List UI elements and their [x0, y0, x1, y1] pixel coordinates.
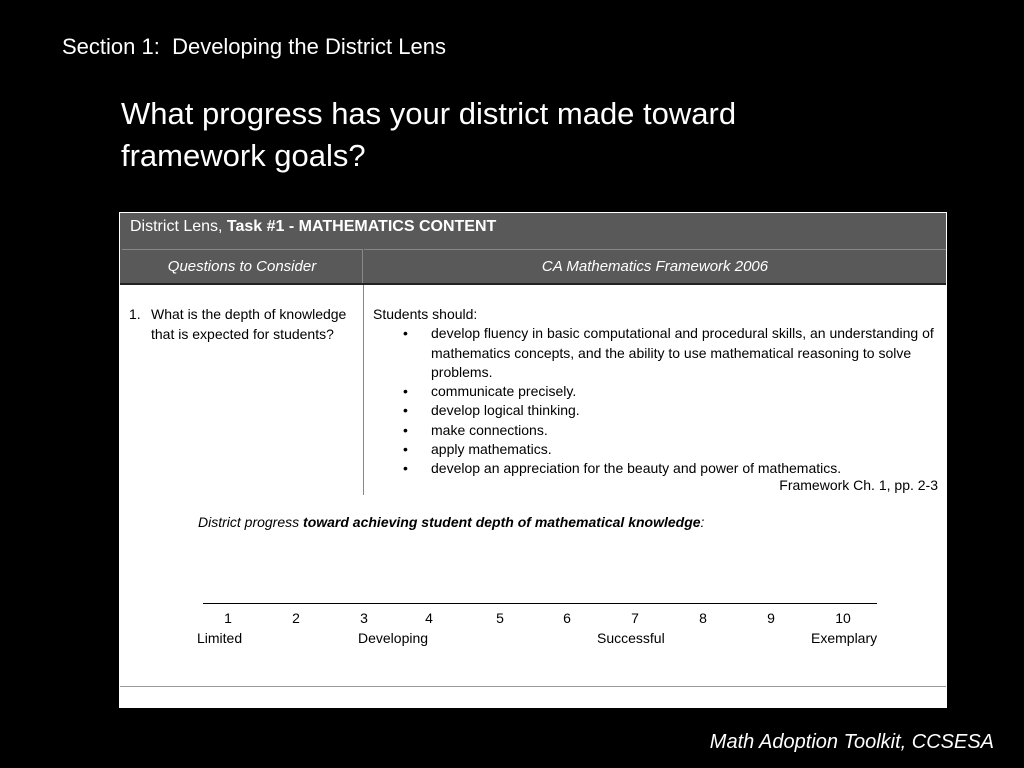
footer-credit: Math Adoption Toolkit, CCSESA — [709, 731, 994, 753]
list-item — [373, 324, 943, 382]
bullet-icon: • — [403, 441, 408, 458]
framework-citation: Framework Ch. 1, pp. 2-3 — [779, 477, 938, 493]
progress-label-bold: toward achieving student depth of mathematical knowledge — [303, 514, 701, 530]
bullet-icon: • — [403, 460, 408, 477]
column-header-questions: Questions to Consider — [122, 249, 363, 284]
district-lens-panel — [119, 212, 947, 708]
framework-cell — [373, 305, 943, 479]
section-title: Section 1: Developing the District Lens — [62, 34, 446, 59]
list-item — [373, 401, 943, 420]
rating-scale-line — [203, 603, 877, 604]
bullet-icon: • — [403, 325, 408, 342]
progress-label-prefix: District progress — [198, 514, 304, 530]
list-item — [373, 440, 943, 459]
bullet-text: develop an appreciation for the beauty and power of mathematics. — [431, 460, 842, 477]
list-item — [373, 382, 943, 401]
bullet-text: develop fluency in basic computational and procedural skills, an understanding of mathematics concepts, and the ability to use mathematical reasoning to solve problems. — [431, 325, 934, 380]
column-header-framework: CA Mathematics Framework 2006 — [364, 249, 946, 284]
scale-tick-9: 9 — [767, 610, 775, 626]
table-title-prefix: District Lens, — [130, 218, 227, 235]
table-header — [120, 213, 946, 283]
scale-tick-8: 8 — [699, 610, 707, 626]
scale-tick-4: 4 — [425, 610, 433, 626]
scale-tick-6: 6 — [563, 610, 571, 626]
list-item — [373, 421, 943, 440]
level-limited: Limited — [197, 630, 243, 646]
question-text: What is the depth of knowledge that is expected for students? — [151, 306, 347, 342]
bullet-text: make connections. — [431, 421, 548, 438]
question-number: 1. — [129, 306, 141, 322]
table-title — [130, 218, 496, 236]
bullet-text: communicate precisely. — [431, 383, 577, 400]
level-developing: Developing — [358, 630, 429, 646]
scale-tick-1: 1 — [224, 610, 232, 626]
students-should-label: Students should: — [373, 306, 478, 322]
scale-tick-5: 5 — [496, 610, 504, 626]
scale-tick-7: 7 — [631, 610, 639, 626]
bullet-text: develop logical thinking. — [431, 402, 580, 419]
scale-tick-10: 10 — [835, 610, 851, 626]
header-divider — [120, 283, 946, 285]
level-successful: Successful — [597, 630, 665, 646]
scale-tick-2: 2 — [292, 610, 300, 626]
bullet-text: apply mathematics. — [431, 441, 552, 458]
scale-tick-3: 3 — [360, 610, 368, 626]
level-exemplary: Exemplary — [811, 630, 878, 646]
bullet-icon: • — [403, 402, 408, 419]
progress-label — [198, 514, 704, 530]
bullet-icon: • — [403, 421, 408, 438]
framework-bullet-list — [373, 324, 943, 478]
column-divider — [363, 285, 364, 495]
bullet-icon: • — [403, 383, 408, 400]
panel-bottom-rule — [120, 686, 946, 687]
progress-label-suffix: : — [700, 514, 705, 530]
table-title-task: Task #1 - MATHEMATICS CONTENT — [226, 218, 497, 235]
slide-question: What progress has your district made toward framework goals? — [121, 96, 737, 173]
list-item — [373, 459, 943, 478]
